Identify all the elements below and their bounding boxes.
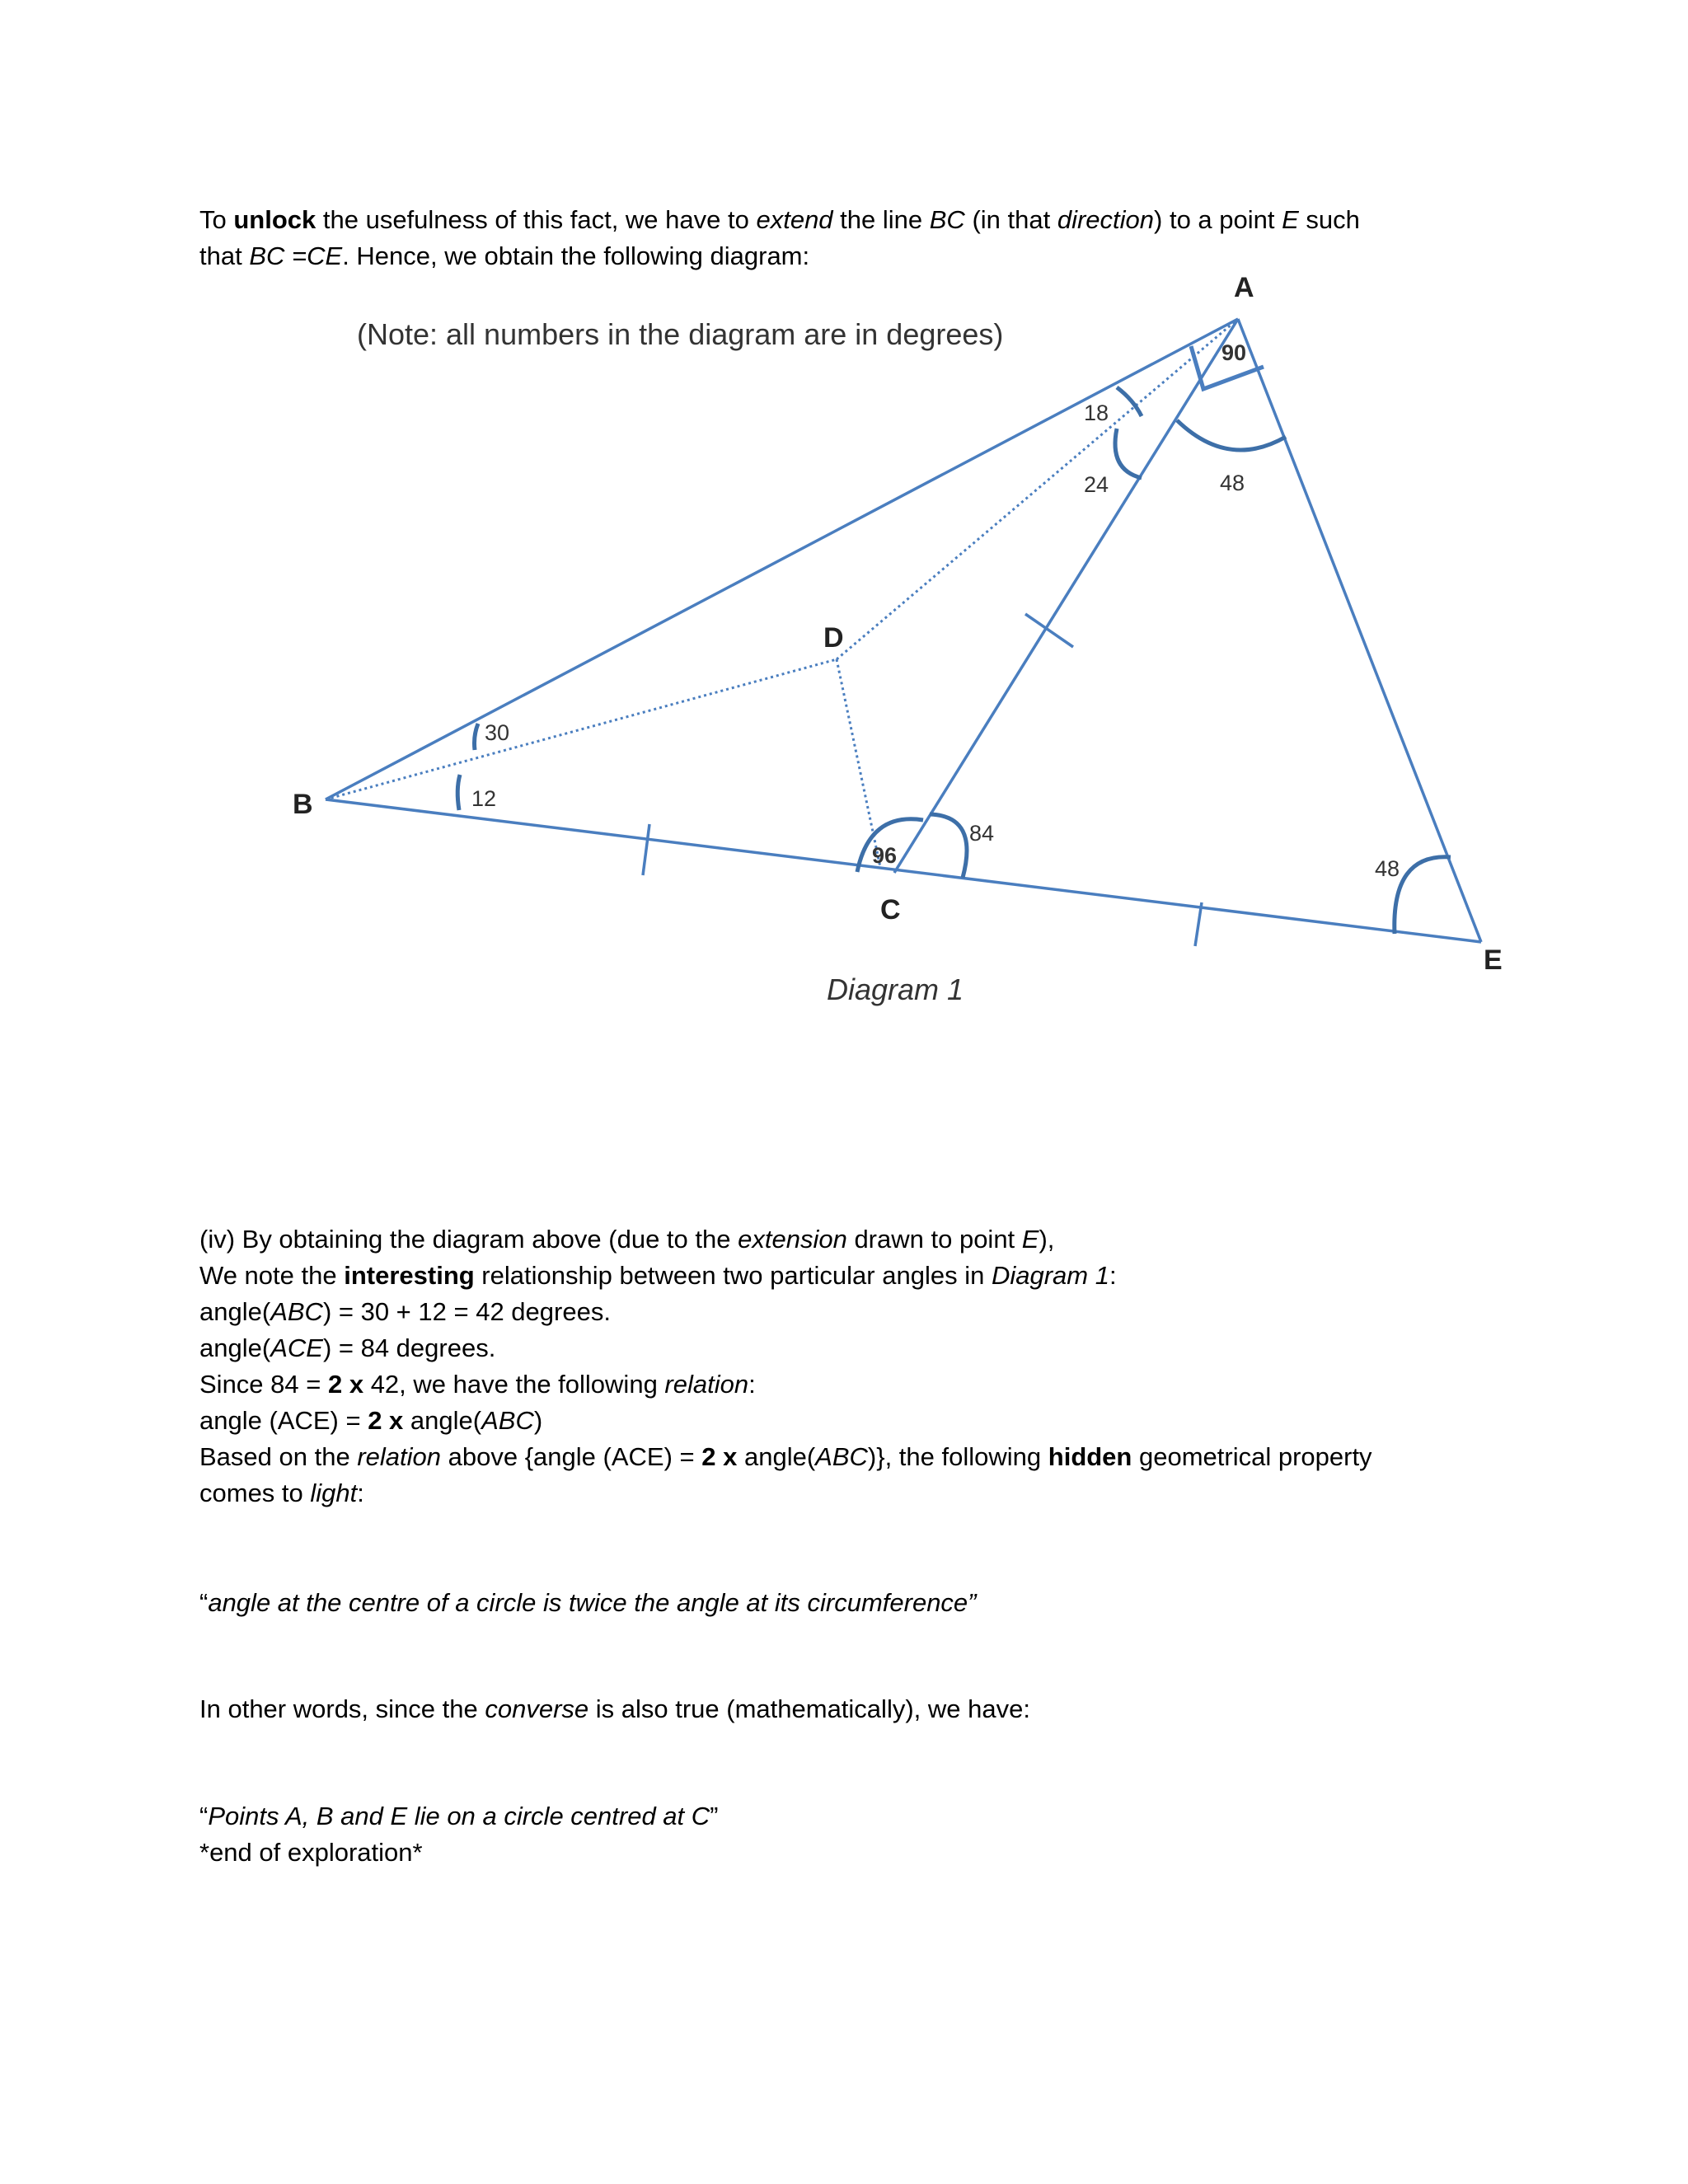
tick-ac [1025,614,1073,647]
text-run: Based on the [199,1442,358,1471]
text-run: angle( [199,1297,271,1326]
text-run: that [199,241,250,270]
analysis-line [199,1403,1485,1439]
analysis-line [199,1330,1485,1366]
text-run: ABC [815,1442,868,1471]
text-run: interesting [344,1261,475,1290]
text-run: )}, the following [867,1442,1048,1471]
text-run: comes to [199,1479,311,1507]
angle-30-label: 30 [485,720,510,745]
text-run: To [199,205,234,234]
text-run: relation [357,1442,442,1471]
diagram-note: (Note: all numbers in the diagram are in degrees) [357,317,1004,351]
text-run: hidden [1048,1442,1132,1471]
text-run: ) = 84 degrees. [322,1333,496,1362]
line-da [837,319,1238,659]
text-run: : [748,1370,756,1399]
diagram-1 [0,0,1688,1030]
angle-96-label: 96 [872,843,898,868]
angle-12-label: 12 [471,786,497,811]
tick-bc [643,824,649,875]
text-run: direction [1057,205,1155,234]
point-d-label: D [823,622,844,654]
text-run: ACE [270,1333,323,1362]
line-ac [894,319,1238,873]
angle-90-label: 90 [1221,340,1247,365]
text-run: converse [485,1694,589,1723]
text-run: extend [756,205,833,234]
triangle-lines [326,319,1481,942]
quote-centre-angle [199,1585,1485,1621]
angle-48-e-label: 48 [1375,856,1400,881]
angle-48-top-label: 48 [1220,471,1245,495]
text-run: E [1021,1225,1039,1254]
text-run: . Hence, we obtain the following diagram: [342,241,810,270]
quote-centre-angle-text [199,1585,1485,1621]
text-run: angle (ACE) = [199,1406,368,1435]
point-c-label: C [880,894,901,926]
text-run: BC =CE [249,241,343,270]
analysis-line [199,1439,1485,1475]
text-run: such [1298,205,1360,234]
analysis-paragraph [199,1221,1485,1511]
angle-24-label: 24 [1084,472,1109,497]
text-run: above {angle (ACE) = [441,1442,702,1471]
text-run: angle( [199,1333,271,1362]
text-run: relation [664,1370,749,1399]
text-run: extension [738,1225,847,1254]
point-a-label: A [1234,272,1254,303]
angle-18-label: 18 [1084,401,1109,425]
text-run: Since 84 = [199,1370,328,1399]
arc-30 [475,724,479,750]
text-run: (iv) By obtaining the diagram above (due to the [199,1225,738,1254]
text-run: ) to a point [1154,205,1282,234]
text-run: We note the [199,1261,345,1290]
arc-48-top [1177,420,1286,450]
text-run: In other words, since the [199,1694,485,1723]
text-run: (in that [964,205,1057,234]
arc-24 [1115,429,1142,478]
text-run: ABC [481,1406,534,1435]
text-run: drawn to point [846,1225,1022,1254]
text-run: Diagram 1 [991,1261,1109,1290]
text-run: BC [929,205,965,234]
end-of-exploration [199,1835,1485,1871]
text-run: 2 x [701,1442,738,1471]
diagram-caption: Diagram 1 [827,972,964,1006]
line-ba [326,319,1238,799]
text-run: Points A, B and E lie on a circle centred at C [208,1802,710,1830]
text-run: “ [199,1802,209,1830]
arc-48-e [1395,857,1451,934]
analysis-line [199,1221,1485,1258]
analysis-line [199,1475,1485,1511]
analysis-line [199,1366,1485,1403]
analysis-line [199,1258,1485,1294]
text-run: ABC [270,1297,323,1326]
point-e-label: E [1484,944,1503,976]
converse-paragraph [199,1691,1485,1727]
converse-text [199,1691,1485,1727]
text-run: unlock [233,205,316,234]
text-run: 2 x [327,1370,364,1399]
text-run: relationship between two particular angles in [474,1261,992,1290]
text-run: 42, we have the following [363,1370,665,1399]
arc-12 [457,775,460,810]
text-run: geometrical property [1132,1442,1372,1471]
text-run: E [1282,205,1299,234]
text-run: the usefulness of this fact, we have to [316,205,757,234]
line-ae [1238,319,1481,942]
text-run: angle at the centre of a circle is twice the angle at its circumference” [208,1588,977,1617]
text-run: “ [199,1588,209,1617]
text-run: the line [832,205,930,234]
line-bd [326,659,837,799]
arc-84 [930,814,967,878]
text-run: *end of exploration* [199,1838,423,1867]
text-run: is also true (mathematically), we have: [588,1694,1030,1723]
angle-84-label: 84 [969,821,995,846]
text-run: : [357,1479,364,1507]
text-run: 2 x [368,1406,404,1435]
quote-circle-text [199,1798,1485,1835]
analysis-line [199,1294,1485,1330]
text-run: light [310,1479,358,1507]
text-run: ) = 30 + 12 = 42 degrees. [322,1297,611,1326]
point-b-label: B [293,789,313,820]
text-run: angle( [737,1442,816,1471]
text-run: ) [533,1406,543,1435]
text-run: ), [1039,1225,1055,1254]
text-run: : [1109,1261,1117,1290]
text-run: angle( [403,1406,482,1435]
text-run: ” [710,1802,719,1830]
tick-ce [1195,902,1202,946]
conclusion-paragraph [199,1798,1485,1871]
